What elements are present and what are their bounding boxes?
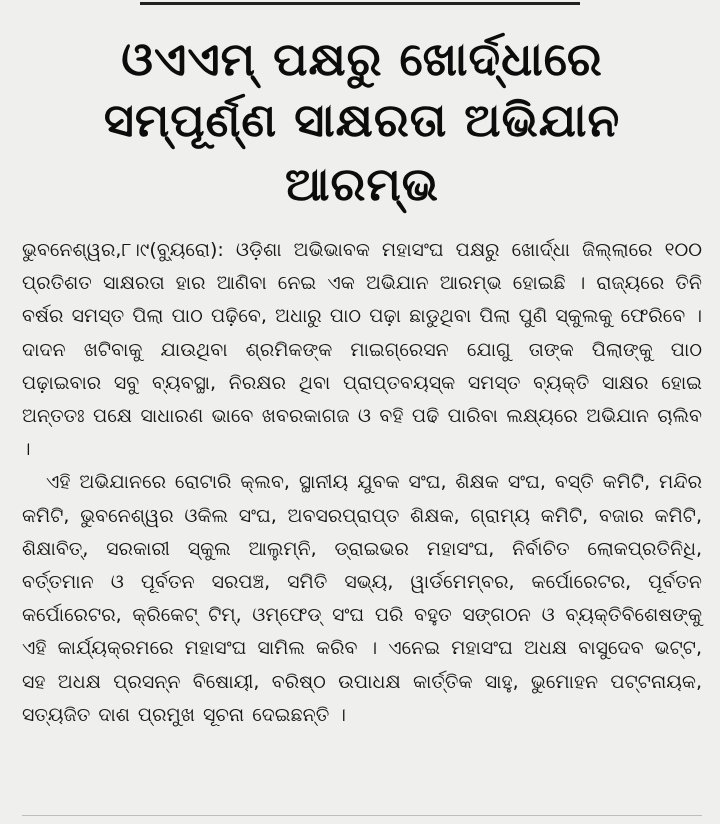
article-paragraph-1 xyxy=(22,234,702,466)
article-body xyxy=(22,234,702,732)
article-paragraph-2: ଏହି ଅଭିଯାନରେ ରୋଟାରି କ୍ଲବ, ସ୍ଥାନୀୟ ଯୁବକ ସଂଘ, ଶିକ୍ଷକ ସଂଘ, ବସ୍ତି କମିଟି, ମନ୍ଦିର କମିଟି, ଭୁବନେଶ୍ୱର ଓକିଲ ସଂଘ, ଅବସରପ୍ରାପ୍ତ ଶିକ୍ଷକ, ଗ୍ରାମ୍ୟ କମିଟି, ବଜାର କମିଟି, ଶିକ୍ଷାବିତ୍, ସରକାରୀ ସ୍କୁଲ ଆଲୁମ୍ନି, ଡ୍ରାଇଭର ମହାସଂଘ, ନିର୍ବାଚିତ ଲୋକପ୍ରତିନିଧି, ବର୍ତ୍ତମାନ ଓ ପୂର୍ବତନ ସରପଞ୍ଚ, ସମିତି ସଭ୍ୟ, ୱାର୍ଡମେମ୍ବର, କର୍ପୋରେଟର, ପୂର୍ବତନ କର୍ପୋରେଟର, କ୍ରିକେଟ୍ ଟିମ୍, ଓମ୍‌ଫେଡ୍ ସଂଘ ପରି ବହୁତ ସଙ୍ଗଠନ ଓ ବ୍ୟକ୍ତିବିଶେଷଙ୍କୁ ଏହି କାର୍ଯ୍ୟକ୍ରମରେ ମହାସଂଘ ସାମିଲ କରିବ । ଏନେଇ ମହାସଂଘ ଅଧକ୍ଷ ବାସୁଦେବ ଭଟ୍ଟ, ସହ ଅଧକ୍ଷ ପ୍ରସନ୍ନ ବିଷୋୟୀ, ବରିଷ୍ଠ ଉପାଧକ୍ଷ କାର୍ତ୍ତିକ ସାହୁ, ଭୁମୋହନ ପଟ୍ଟନାୟକ, ସତ୍ୟଜିତ ଦାଶ ପ୍ରମୁଖ ସୂଚନା ଦେଇଛନ୍ତି । xyxy=(22,471,702,726)
top-rule-divider xyxy=(140,2,580,11)
headline-line-2: ସମ୍ପୂର୍ଣ୍ଣ ସାକ୍ଷରତା ଅଭିଯାନ ଆରମ୍ଭ xyxy=(103,93,621,211)
bottom-rule-divider xyxy=(22,815,702,816)
paragraph-1-text: ଓଡ଼ିଶା ଅଭିଭାବକ ମହାସଂଘ ପକ୍ଷରୁ ଖୋର୍ଦ୍ଧା ଜିଲ୍ଲାରେ ୧୦୦ ପ୍ରତିଶତ ସାକ୍ଷରତା ହାର ଆଣିବା ନେଇ ଏକ ଅଭିଯାନ ଆରମ୍ଭ ହୋଇଛି । ରାଜ୍ୟରେ ତିନି ବର୍ଷର ସମସ୍ତ ପିଲା ପାଠ ପଢ଼ିବେ, ଅଧାରୁ ପାଠ ପଢ଼ା ଛାଡୁଥିବା ପିଲା ପୁଣି ସ୍କୁଲକୁ ଫେରିବେ । ଦାଦନ ଖଟିବାକୁ ଯାଉଥିବା ଶ୍ରମିକଙ୍କ ମାଇଗ୍ରେସନ ଯୋଗୁ ତାଙ୍କ ପିଲାଙ୍କୁ ପାଠ ପଢ଼ାଇବାର ସବୁ ବ୍ୟବସ୍ଥା, ନିରକ୍ଷର ଥିବା ପ୍ରାପ୍ତବୟସ୍କ ସମସ୍ତ ବ୍ୟକ୍ତି ସାକ୍ଷର ହୋଇ ଅନ୍ତତଃ ପକ୍ଷେ ସାଧାରଣ ଭାବେ ଖବରକାଗଜ ଓ ବହି ପଢି ପାରିବା ଲକ୍ଷ୍ୟରେ ଅଭିଯାନ ଚାଲିବ । xyxy=(22,239,702,461)
dateline: ଭୁବନେଶ୍ୱର,୮।୯(ବ୍ୟୁରୋ): xyxy=(22,239,224,261)
headline-line-1: ଓଏଏମ୍ ପକ୍ଷରୁ ଖୋର୍ଦ୍ଧାରେ xyxy=(121,32,603,86)
